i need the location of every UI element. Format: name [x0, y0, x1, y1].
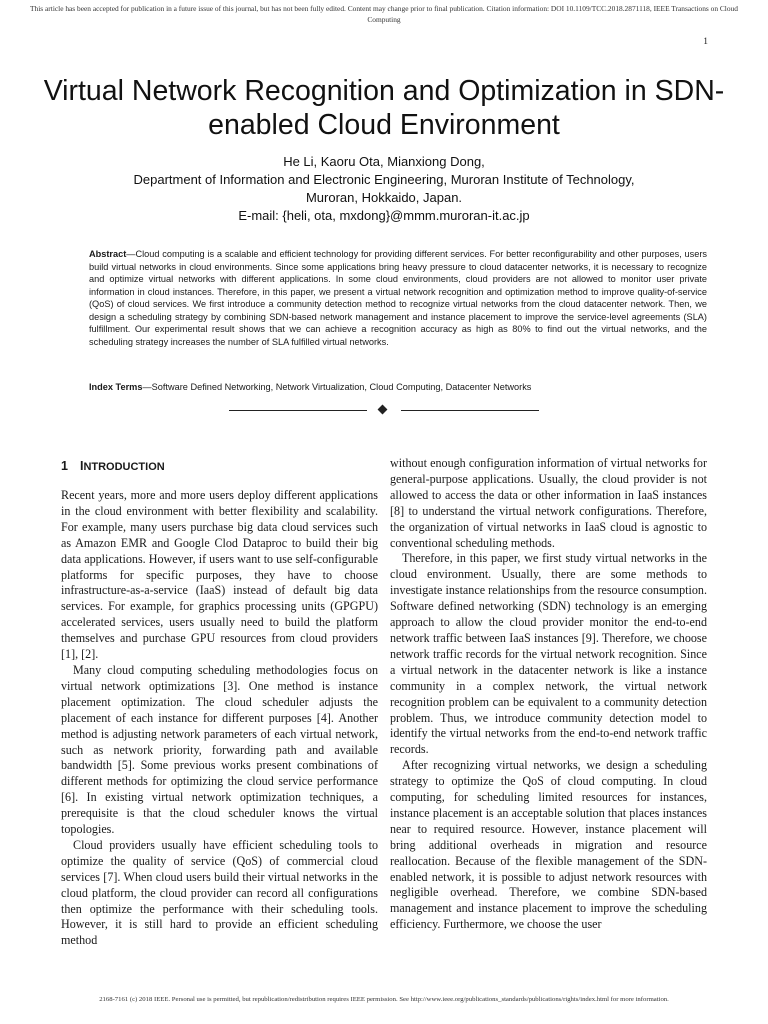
author-location: Muroran, Hokkaido, Japan.	[305, 190, 463, 205]
index-terms	[89, 381, 707, 394]
divider-line-left	[229, 410, 367, 411]
section-number: 1	[61, 459, 68, 473]
paragraph: Cloud providers usually have efficient scheduling tools to optimize the quality of service (QoS) of commercial cloud services [7]. When cloud users build their virtual networks in the cloud platform, the cloud provider can record all configurations then optimize the performance with their scheduling tools. However, it is still hard to provide an efficient scheduling method	[61, 837, 378, 948]
left-column	[61, 456, 378, 949]
paragraph: Therefore, in this paper, we first study virtual networks in the cloud environment. Usually, there are some methods to investigate instance relationships from the resource consumption. Software defined networking (SDN) technology is an emerging approach to allow the cloud provider monitor the end-to-end network traffic between IaaS instances [9]. Therefore, we choose network traffic records for the virtual network recognition. Since a virtual network in the datacenter network is like a instance community in a complex network, the virtual network recognition problem can be equivalent to a community detection problem. Thus, we introduce community detection model to identify the virtual networks from the end-to-end network traffic records.	[390, 551, 707, 757]
section-heading-introduction	[61, 458, 378, 475]
abstract	[89, 248, 707, 348]
divider-line-right	[401, 410, 539, 411]
author-block	[40, 153, 728, 225]
paragraph: After recognizing virtual networks, we design a scheduling strategy to optimize the QoS of cloud computing. In cloud computing, for scheduling limited resources for instances, instance placement is an acceptable solution that places instances near to required resource. However, instance placement will bring additional overheads in migration and resource reallocation. Because of the flexible management of the SDN-enabled network, it is possible to adjust network resources with negligible overhead. Therefore, we combine SDN-based management and instance placement to improve the scheduling efficiency. Furthermore, we choose the user	[390, 758, 707, 932]
index-terms-label: Index Terms	[89, 382, 143, 392]
section-title-rest: NTRODUCTION	[83, 461, 165, 473]
author-names: He Li, Kaoru Ota, Mianxiong Dong,	[283, 154, 485, 169]
paragraph: Many cloud computing scheduling methodologies focus on virtual network optimizations [3]. One method is instance placement optimization. The cloud scheduler adjusts the placement of each instance for different purposes [4]. Another method is adjusting network parameters of each virtual network, such as network priority, forwarding path and available bandwidth [5]. Some previous works present combinations of different methods for optimizing the cloud service performance [6]. In existing virtual network optimization techniques, a prerequisite is that the cloud scheduler knows the virtual topologies.	[61, 662, 378, 837]
copyright-footer: 2168-7161 (c) 2018 IEEE. Personal use is permitted, but republication/redistribution requires IEEE permission. See http://www.ieee.org/publications_standards/publications/rights/index.html for more information.	[99, 996, 669, 1003]
section-title-initial: I	[79, 459, 84, 473]
page-number: 1	[703, 37, 708, 47]
publication-notice: This article has been accepted for publication in a future issue of this journal, but has not been fully edited. Content may change prior to final publication. Citation information: DOI 10.1109/TCC.2018.2871118, IEEE Transactions on Cloud Computing	[30, 4, 738, 24]
abstract-text: —Cloud computing is a scalable and efficient technology for providing different services. For better reconfigurability and other purposes, users build virtual networks in cloud environments. Since some applications bring heavy pressure to cloud datacenter networks, it is necessary to recognize and optimize virtual networks with different applications. In some cloud environments, cloud providers are not allowed to monitor user private information in cloud instances. Therefore, in this paper, we present a virtual network recognition and optimization method to improve quality-of-service (QoS) of cloud services. We first introduce a community detection method to recognize virtual networks from the cloud datacenter network. Then, we design a scheduling strategy by combining SDN-based network management and instance placement to improve the service-level agreements (SLA) fulfillment. Our experimental result shows that we can achieve a recognition accuracy as high as 80% to find out the virtual networks, and the scheduling strategy increases the number of SLA fulfilled virtual networks.	[89, 249, 707, 347]
author-department: Department of Information and Electronic Engineering, Muroran Institute of Technology,	[133, 172, 635, 187]
abstract-label: Abstract	[89, 249, 127, 259]
right-column	[390, 456, 707, 933]
paper-title: Virtual Network Recognition and Optimization in SDN-enabled Cloud Environment	[43, 75, 725, 141]
paragraph: without enough configuration information of virtual networks for general-purpose applications. Usually, the cloud provider is not allowed to access the data or other information in IaaS instances [8] to understand the virtual network configurations. Therefore, the organization of virtual networks in IaaS cloud is agnostic to conventional scheduling methods.	[390, 456, 707, 550]
paragraph: Recent years, more and more users deploy different applications in the cloud environment with better flexibility and scalability. For example, many users purchase big data cloud services such as Amazon EMR and Google Clod Dataproc to build their big data applications. However, if users want to use self-configurable platforms for specific purposes, they have to choose infrastructure-as-a-service (IaaS) instead of default big data services. For example, for graphics processing units (GPGPU) accelerated services, users usually need to build the platform themselves and purchase GPU resources from cloud providers [1], [2].	[61, 488, 378, 662]
index-terms-text: —Software Defined Networking, Network Virtualization, Cloud Computing, Datacenter Networks	[142, 382, 532, 392]
author-email: E-mail: {heli, ota, mxdong}@mmm.muroran-it.ac.jp	[238, 208, 530, 223]
diamond-icon	[378, 405, 388, 415]
section-divider	[229, 404, 539, 416]
